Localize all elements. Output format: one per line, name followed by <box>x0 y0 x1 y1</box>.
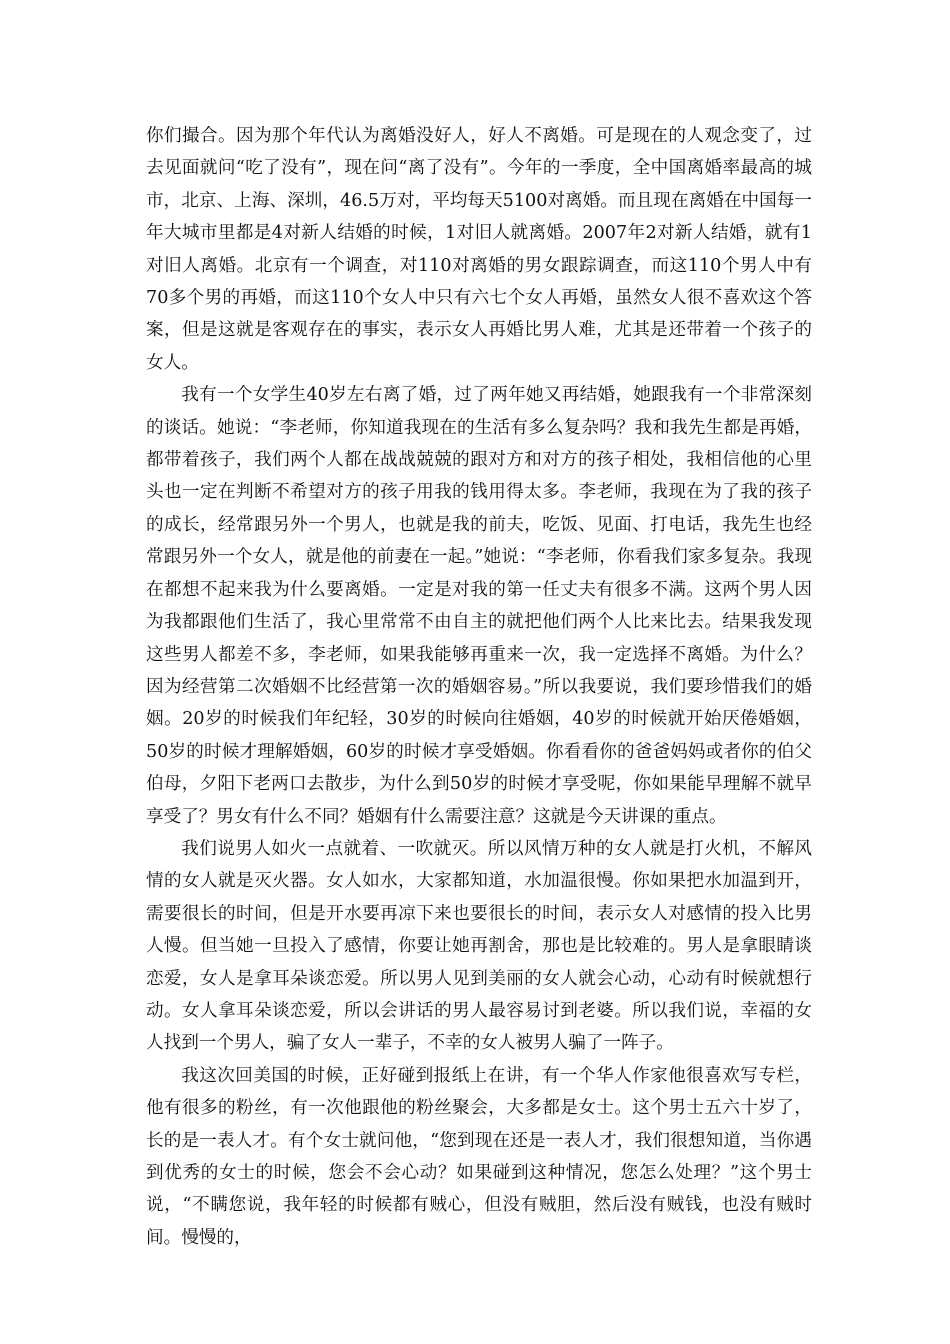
document-body <box>146 120 812 1254</box>
paragraph-3: 我们说男人如火一点就着、一吹就灭。所以风情万种的女人就是打火机，不解风情的女人就是灭火器。女人如水，大家都知道，水加温很慢。你如果把水加温到开，需要很长的时间，但是开水要再凉下来也要很长的时间，表示女人对感情的投入比男人慢。但当她一旦投入了感情，你要让她再割舍，那也是比较难的。男人是拿眼睛谈恋爱，女人是拿耳朵谈恋爱。所以男人见到美丽的女人就会心动，心动有时候就想行动。女人拿耳朵谈恋爱，所以会讲话的男人最容易讨到老婆。所以我们说，幸福的女人找到一个男人，骗了女人一辈子，不幸的女人被男人骗了一阵子。 <box>146 838 812 1054</box>
paragraph-4: 我这次回美国的时候，正好碰到报纸上在讲，有一个华人作家他很喜欢写专栏，他有很多的粉丝，有一次他跟他的粉丝聚会，大多都是女士。这个男士五六十岁了，长的是一表人才。有个女士就问他，“您到现在还是一表人才，我们很想知道，当你遇到优秀的女士的时候，您会不会心动？如果碰到这种情况，您怎么处理？”这个男士说，“不瞒您说，我年轻的时候都有贼心，但没有贼胆，然后没有贼钱，也没有贼时间。慢慢的， <box>146 1065 812 1248</box>
paragraph-2: 我有一个女学生40岁左右离了婚，过了两年她又再结婚，她跟我有一个非常深刻的谈话。她说：“李老师，你知道我现在的生活有多么复杂吗？我和我先生都是再婚，都带着孩子，我们两个人都在战战兢兢的跟对方和对方的孩子相处，我相信他的心里头也一定在判断不希望对方的孩子用我的钱用得太多。李老师，我现在为了我的孩子的成长，经常跟另外一个男人，也就是我的前夫，吃饭、见面、打电话，我先生也经常跟另外一个女人，就是他的前妻在一起。”她说：“李老师，你看我们家多复杂。我现在都想不起来我为什么要离婚。一定是对我的第一任丈夫有很多不满。这两个男人因为我都跟他们生活了，我心里常常不由自主的就把他们两个人比来比去。结果我发现这些男人都差不多，李老师，如果我能够再重来一次，我一定选择不离婚。为什么？因为经营第二次婚姻不比经营第一次的婚姻容易。”所以我要说，我们要珍惜我们的婚姻。20岁的时候我们年纪轻，30岁的时候向往婚姻，40岁的时候就开始厌倦婚姻，50岁的时候才理解婚姻，60岁的时候才享受婚姻。你看看你的爸爸妈妈或者你的伯父伯母，夕阳下老两口去散步，为什么到50岁的时候才享受呢，你如果能早理解不就早享受了？男女有什么不同？婚姻有什么需要注意？这就是今天讲课的重点。 <box>146 385 812 827</box>
paragraph-1: 你们撮合。因为那个年代认为离婚没好人，好人不离婚。可是现在的人观念变了，过去见面就问“吃了没有”，现在问“离了没有”。今年的一季度，全中国离婚率最高的城市，北京、上海、深圳，46.5万对，平均每天5100对离婚。而且现在离婚在中国每一年大城市里都是4对新人结婚的时候，1对旧人就离婚。2007年2对新人结婚，就有1对旧人离婚。北京有一个调查，对110对离婚的男女跟踪调查，而这110个男人中有70多个男的再婚，而这110个女人中只有六七个女人再婚，虽然女人很不喜欢这个答案，但是这就是客观存在的事实，表示女人再婚比男人难，尤其是还带着一个孩子的女人。 <box>146 126 812 373</box>
